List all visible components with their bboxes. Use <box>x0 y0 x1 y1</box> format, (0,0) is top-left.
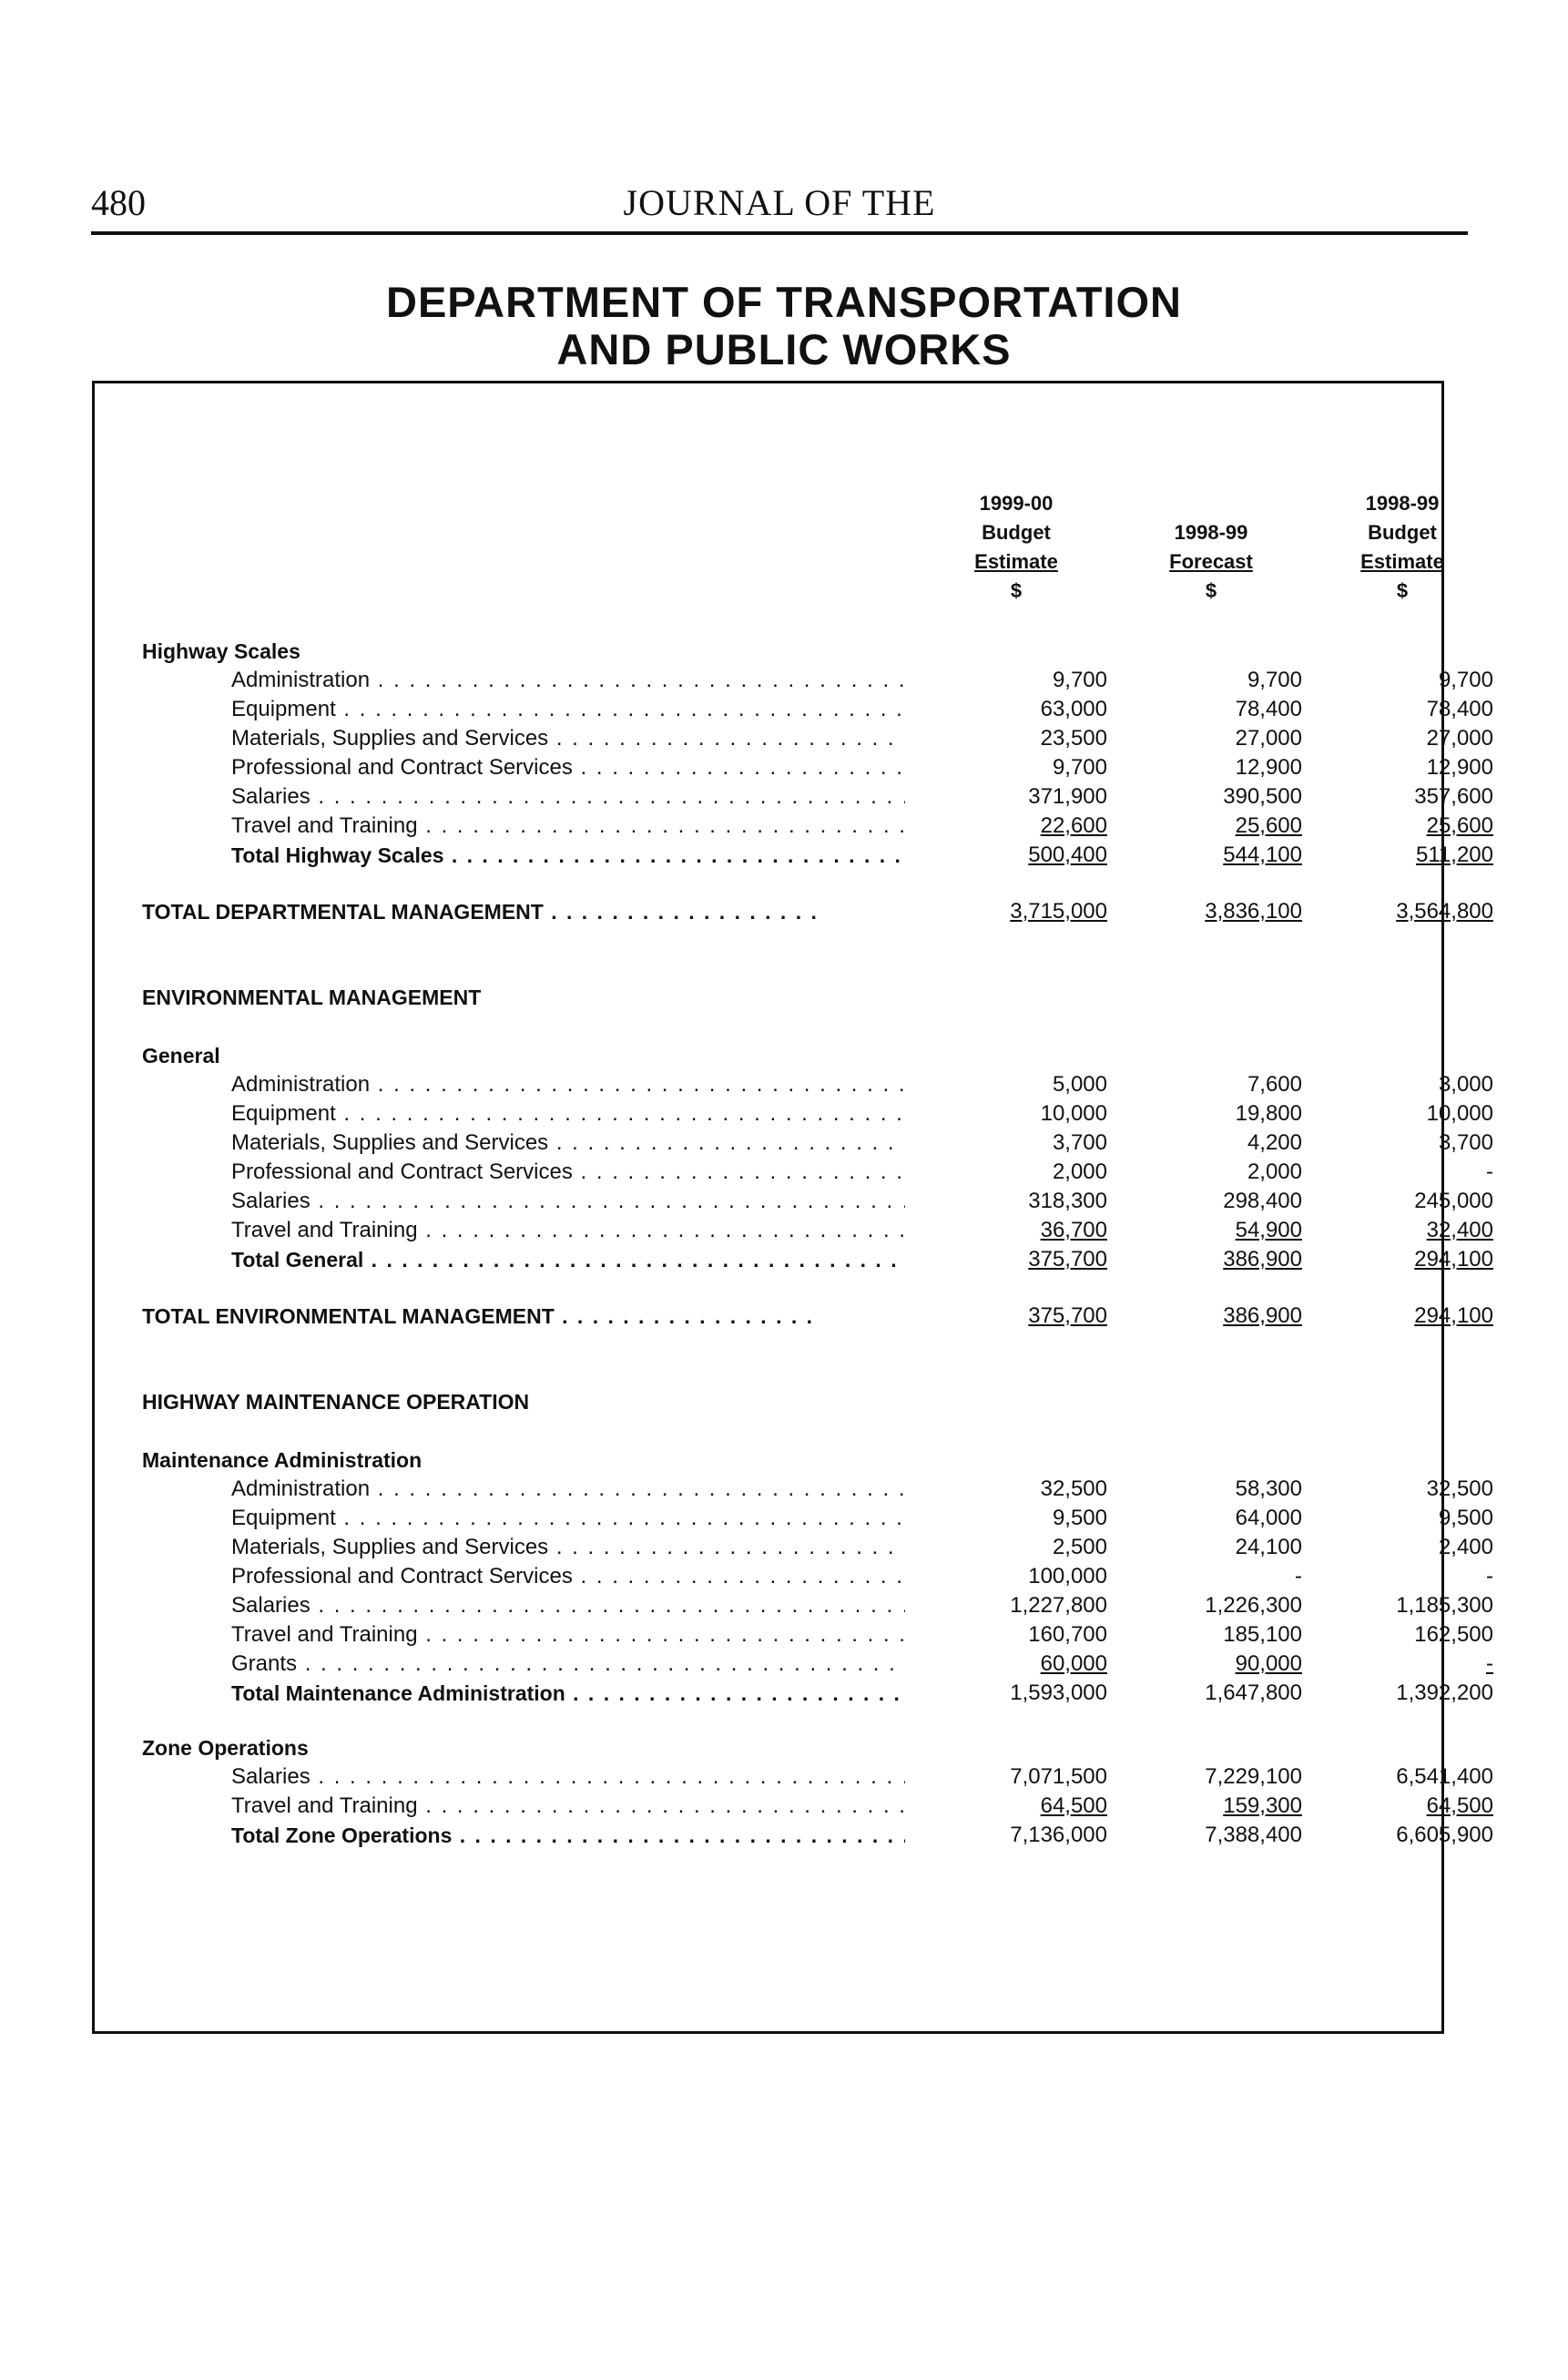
value-budget-1999-00: 7,136,000 <box>1010 1823 1107 1847</box>
value-budget-1998-99: 64,500 <box>1426 1793 1493 1818</box>
table-row <box>95 1792 1493 1821</box>
table-row <box>95 1129 1493 1158</box>
column-header-forecast-1998-99 <box>1102 518 1320 606</box>
value-budget-1998-99: 6,605,900 <box>1396 1823 1493 1847</box>
value-forecast-1998-99: 19,800 <box>1235 1101 1302 1126</box>
column-header-line-2: Budget <box>982 521 1051 544</box>
column-header-line-1: 1998-99 <box>1365 492 1440 515</box>
table-row <box>95 753 1493 782</box>
value-budget-1998-99: 162,500 <box>1414 1622 1493 1647</box>
value-budget-1998-99: 3,564,800 <box>1396 899 1493 924</box>
value-budget-1998-99: 6,541,400 <box>1396 1764 1493 1789</box>
row-label: Materials, Supplies and Services . . . <box>231 1533 905 1562</box>
column-header-line-2: 1998-99 <box>1174 521 1248 544</box>
value-budget-1999-00: 9,700 <box>1052 668 1107 692</box>
value-budget-1999-00: 160,700 <box>1028 1622 1107 1647</box>
value-budget-1999-00: 9,500 <box>1052 1506 1107 1530</box>
value-forecast-1998-99: 64,000 <box>1235 1506 1302 1530</box>
column-header-budget-1998-99 <box>1293 489 1512 606</box>
column-header-unit: $ <box>1205 579 1217 602</box>
table-row <box>95 1187 1493 1216</box>
value-budget-1998-99: - <box>1486 1651 1493 1676</box>
value-forecast-1998-99: 386,900 <box>1223 1303 1302 1328</box>
row-label: Salaries . . . <box>231 1762 905 1792</box>
value-forecast-1998-99: 1,226,300 <box>1205 1593 1302 1618</box>
value-budget-1999-00: 23,500 <box>1040 726 1107 751</box>
journal-title: JOURNAL OF THE <box>623 182 936 223</box>
value-forecast-1998-99: 9,700 <box>1247 668 1302 692</box>
row-label: Total Highway Scales . . . <box>231 841 905 870</box>
value-forecast-1998-99: 159,300 <box>1223 1793 1302 1818</box>
table-row <box>95 666 1493 695</box>
value-forecast-1998-99: 24,100 <box>1235 1535 1302 1559</box>
table-row <box>95 1099 1493 1129</box>
value-budget-1999-00: 371,900 <box>1028 784 1107 809</box>
table-row <box>95 1562 1493 1591</box>
section-heading-highway-scales: Highway Scales <box>142 639 300 663</box>
value-budget-1999-00: 10,000 <box>1040 1101 1107 1126</box>
table-row-grand-total <box>95 1302 1493 1331</box>
table-row <box>95 724 1493 753</box>
table-row <box>95 1475 1493 1504</box>
value-forecast-1998-99: 58,300 <box>1235 1476 1302 1501</box>
value-budget-1998-99: 3,700 <box>1438 1130 1493 1155</box>
column-header-unit: $ <box>1010 579 1023 602</box>
row-label: Equipment . . . <box>231 1504 905 1533</box>
value-budget-1999-00: 5,000 <box>1052 1072 1107 1097</box>
row-label: TOTAL DEPARTMENTAL MANAGEMENT . . . <box>142 897 816 926</box>
row-label: Salaries . . . <box>231 1187 905 1216</box>
value-forecast-1998-99: 25,600 <box>1235 813 1302 838</box>
value-budget-1998-99: 511,200 <box>1416 843 1493 867</box>
value-budget-1999-00: 1,593,000 <box>1010 1680 1107 1705</box>
value-budget-1999-00: 63,000 <box>1040 697 1107 721</box>
table-row <box>95 812 1493 841</box>
value-forecast-1998-99: 12,900 <box>1235 755 1302 780</box>
section-heading-environmental-management: ENVIRONMENTAL MANAGEMENT <box>142 986 482 1009</box>
value-budget-1998-99: 32,400 <box>1426 1218 1493 1242</box>
row-label: Professional and Contract Services . . . <box>231 753 905 782</box>
value-budget-1998-99: 25,600 <box>1426 813 1493 838</box>
table-row <box>95 1504 1493 1533</box>
value-budget-1999-00: 9,700 <box>1052 755 1107 780</box>
table-row-total <box>95 1821 1493 1850</box>
subsection-heading-maintenance-administration: Maintenance Administration <box>142 1448 423 1472</box>
value-budget-1998-99: 294,100 <box>1414 1303 1493 1328</box>
value-forecast-1998-99: 78,400 <box>1235 697 1302 721</box>
value-budget-1999-00: 500,400 <box>1028 843 1107 867</box>
value-budget-1999-00: 22,600 <box>1040 813 1107 838</box>
table-row <box>95 1762 1493 1792</box>
row-label: Administration . . . <box>231 1070 905 1099</box>
value-budget-1998-99: 9,500 <box>1438 1506 1493 1530</box>
column-header-line-1: 1999-00 <box>979 492 1054 515</box>
value-forecast-1998-99: 4,200 <box>1247 1130 1302 1155</box>
subsection-heading-general: General <box>142 1044 220 1067</box>
value-budget-1998-99: 78,400 <box>1426 697 1493 721</box>
row-label: Travel and Training . . . <box>231 1792 905 1821</box>
table-row <box>95 1158 1493 1187</box>
value-budget-1999-00: 36,700 <box>1040 1218 1107 1242</box>
row-label: Equipment . . . <box>231 695 905 724</box>
value-budget-1999-00: 3,700 <box>1052 1130 1107 1155</box>
row-label: Salaries . . . <box>231 1591 905 1620</box>
table-row <box>95 1533 1493 1562</box>
value-forecast-1998-99: 90,000 <box>1235 1651 1302 1676</box>
value-budget-1998-99: 32,500 <box>1426 1476 1493 1501</box>
row-label: Travel and Training . . . <box>231 812 905 841</box>
value-budget-1998-99: 245,000 <box>1414 1189 1493 1213</box>
value-budget-1998-99: 10,000 <box>1426 1101 1493 1126</box>
row-label: Materials, Supplies and Services . . . <box>231 1129 905 1158</box>
value-budget-1998-99: 3,000 <box>1438 1072 1493 1097</box>
table-row-grand-total <box>95 897 1493 926</box>
row-label: Total General . . . <box>231 1245 905 1274</box>
row-label: Salaries . . . <box>231 782 905 812</box>
value-forecast-1998-99: 3,836,100 <box>1205 899 1302 924</box>
value-budget-1999-00: 2,500 <box>1052 1535 1107 1559</box>
value-budget-1998-99: - <box>1486 1159 1493 1184</box>
value-budget-1999-00: 318,300 <box>1028 1189 1107 1213</box>
value-forecast-1998-99: 390,500 <box>1223 784 1302 809</box>
row-label: Professional and Contract Services . . . <box>231 1158 905 1187</box>
row-label: Materials, Supplies and Services . . . <box>231 724 905 753</box>
value-budget-1999-00: 7,071,500 <box>1010 1764 1107 1789</box>
value-forecast-1998-99: 54,900 <box>1235 1218 1302 1242</box>
value-budget-1998-99: 9,700 <box>1438 668 1493 692</box>
value-budget-1999-00: 3,715,000 <box>1010 899 1107 924</box>
value-budget-1998-99: 27,000 <box>1426 726 1493 751</box>
value-forecast-1998-99: 2,000 <box>1247 1159 1302 1184</box>
value-forecast-1998-99: 7,229,100 <box>1205 1764 1302 1789</box>
table-row-total <box>95 1245 1493 1274</box>
column-header-line-3: Estimate <box>1360 550 1444 573</box>
row-label: TOTAL ENVIRONMENTAL MANAGEMENT . . . <box>142 1302 816 1331</box>
value-budget-1998-99: 2,400 <box>1438 1535 1493 1559</box>
value-budget-1998-99: 1,185,300 <box>1396 1593 1493 1618</box>
row-label: Travel and Training . . . <box>231 1620 905 1650</box>
department-title-line-2: AND PUBLIC WORKS <box>556 325 1012 373</box>
column-header-line-3: Forecast <box>1169 550 1253 573</box>
table-row <box>95 782 1493 812</box>
subsection-heading-zone-operations: Zone Operations <box>142 1736 309 1760</box>
value-forecast-1998-99: 298,400 <box>1223 1189 1302 1213</box>
value-forecast-1998-99: 386,900 <box>1223 1247 1302 1272</box>
value-budget-1998-99: 357,600 <box>1414 784 1493 809</box>
value-budget-1999-00: 32,500 <box>1040 1476 1107 1501</box>
department-title-line-1: DEPARTMENT OF TRANSPORTATION <box>386 278 1182 326</box>
table-row <box>95 1620 1493 1650</box>
value-budget-1999-00: 1,227,800 <box>1010 1593 1107 1618</box>
row-label: Total Zone Operations . . . <box>231 1821 905 1850</box>
page-header <box>91 179 1468 235</box>
value-budget-1998-99: - <box>1486 1564 1493 1588</box>
row-label: Equipment . . . <box>231 1099 905 1129</box>
column-header-unit: $ <box>1396 579 1409 602</box>
value-budget-1999-00: 2,000 <box>1052 1159 1107 1184</box>
value-forecast-1998-99: 7,388,400 <box>1205 1823 1302 1847</box>
value-forecast-1998-99: 7,600 <box>1247 1072 1302 1097</box>
value-budget-1998-99: 12,900 <box>1426 755 1493 780</box>
value-budget-1999-00: 100,000 <box>1028 1564 1107 1588</box>
value-budget-1998-99: 294,100 <box>1414 1247 1493 1272</box>
row-label: Professional and Contract Services . . . <box>231 1562 905 1591</box>
row-label: Administration . . . <box>231 666 905 695</box>
value-budget-1999-00: 60,000 <box>1040 1651 1107 1676</box>
value-forecast-1998-99: - <box>1295 1564 1302 1588</box>
value-budget-1999-00: 375,700 <box>1028 1303 1107 1328</box>
table-row-total <box>95 841 1493 870</box>
value-forecast-1998-99: 1,647,800 <box>1205 1680 1302 1705</box>
column-header-budget-1999-00 <box>907 489 1125 606</box>
budget-table <box>92 381 1493 2034</box>
value-forecast-1998-99: 27,000 <box>1235 726 1302 751</box>
section-heading-highway-maintenance: HIGHWAY MAINTENANCE OPERATION <box>142 1390 530 1414</box>
value-budget-1998-99: 1,392,200 <box>1396 1680 1493 1705</box>
value-budget-1999-00: 375,700 <box>1028 1247 1107 1272</box>
column-header-line-2: Budget <box>1368 521 1437 544</box>
table-row <box>95 1216 1493 1245</box>
row-label: Administration . . . <box>231 1475 905 1504</box>
table-row <box>95 1070 1493 1099</box>
department-title <box>0 279 1568 373</box>
table-row <box>95 1591 1493 1620</box>
value-budget-1999-00: 64,500 <box>1040 1793 1107 1818</box>
row-label: Grants . . . <box>231 1650 905 1679</box>
page-number: 480 <box>91 182 146 223</box>
row-label: Travel and Training . . . <box>231 1216 905 1245</box>
column-header-line-3: Estimate <box>974 550 1058 573</box>
table-row-total <box>95 1679 1493 1708</box>
table-row <box>95 1650 1493 1679</box>
table-row <box>95 695 1493 724</box>
value-forecast-1998-99: 185,100 <box>1223 1622 1302 1647</box>
value-forecast-1998-99: 544,100 <box>1223 843 1302 867</box>
row-label: Total Maintenance Administration . . . <box>231 1679 905 1708</box>
